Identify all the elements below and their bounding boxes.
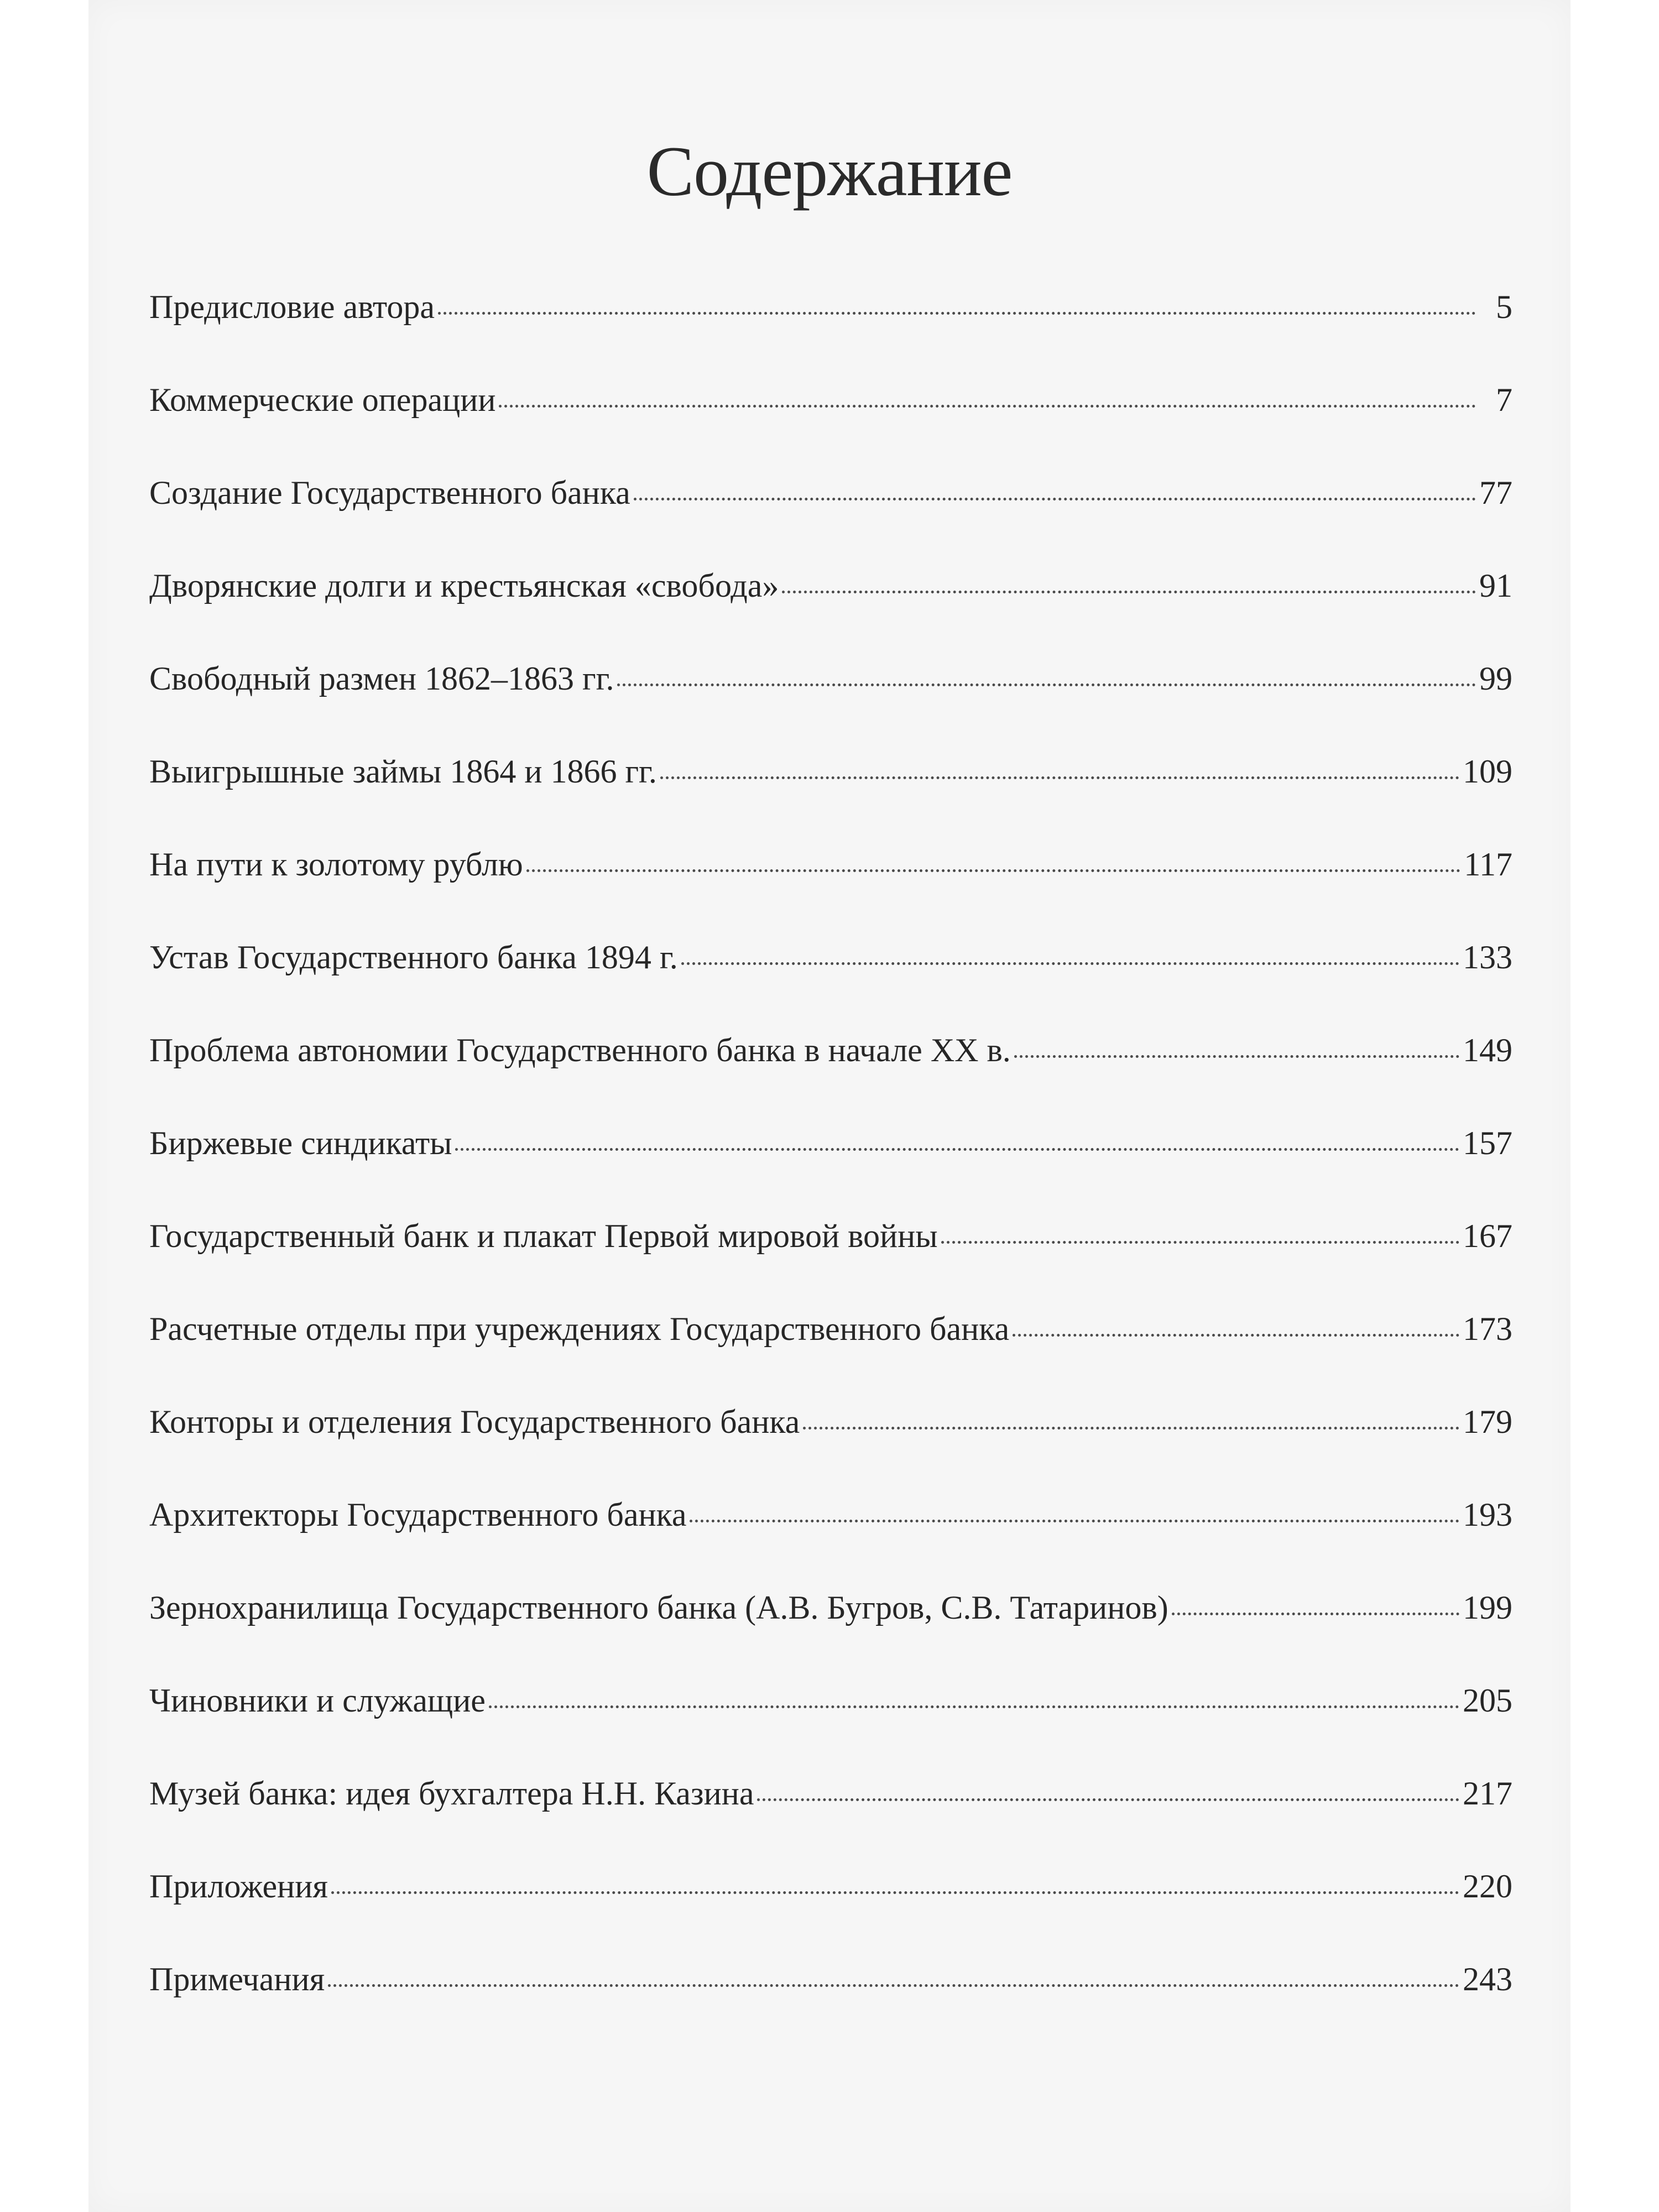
- toc-entry-title: Создание Государственного банка: [149, 474, 630, 511]
- toc-entry-title: Биржевые синдикаты: [149, 1125, 452, 1161]
- toc-entry: [149, 1394, 1512, 1487]
- dot-leader: [526, 869, 1460, 872]
- toc-entry: [149, 558, 1512, 651]
- toc-entry-title: Чиновники и служащие: [149, 1682, 486, 1719]
- toc-entry: [149, 651, 1512, 744]
- toc-entry-page-number: 117: [1464, 846, 1512, 883]
- toc-entry: [149, 465, 1512, 558]
- book-page: [88, 0, 1571, 2212]
- toc-entry: [149, 1022, 1512, 1115]
- toc-entry-page-number: 157: [1463, 1125, 1512, 1161]
- toc-entry-page-number: 205: [1463, 1682, 1512, 1719]
- toc-entry-title: Проблема автономии Государственного банка в начале XX в.: [149, 1032, 1011, 1068]
- toc-entry-page-number: 7: [1496, 382, 1512, 418]
- toc-entry-page-number: 99: [1479, 660, 1512, 697]
- toc-entry: [149, 1952, 1512, 2044]
- toc-entry-title: Выигрышные займы 1864 и 1866 гг.: [149, 753, 657, 790]
- dot-leader: [803, 1427, 1459, 1430]
- toc-entry: [149, 1208, 1512, 1301]
- toc-entry-page-number: 149: [1463, 1032, 1512, 1068]
- toc-entry-page-number: 77: [1479, 474, 1512, 511]
- toc-entry-title: Предисловие автора: [149, 289, 435, 325]
- toc-entry: [149, 279, 1512, 372]
- dot-leader: [690, 1520, 1459, 1522]
- toc-entry-page-number: 109: [1463, 753, 1512, 790]
- toc-entry-title: Устав Государственного банка 1894 г.: [149, 939, 678, 975]
- dot-leader: [455, 1148, 1459, 1151]
- toc-entry-page-number: 179: [1463, 1404, 1512, 1440]
- toc-entry: [149, 1301, 1512, 1394]
- dot-leader: [634, 498, 1476, 500]
- dot-leader: [1013, 1334, 1459, 1337]
- toc-entry-title: Примечания: [149, 1961, 325, 1997]
- toc-entry-page-number: 133: [1463, 939, 1512, 975]
- dot-leader: [1014, 1055, 1459, 1058]
- toc-entry: [149, 1673, 1512, 1766]
- dot-leader: [1172, 1613, 1459, 1615]
- toc-entry-page-number: 5: [1496, 289, 1512, 325]
- page-title: Содержание: [646, 132, 1013, 211]
- dot-leader: [941, 1241, 1459, 1244]
- toc-entry-title: Музей банка: идея бухгалтера Н.Н. Казина: [149, 1775, 754, 1812]
- toc-entry-page-number: 193: [1463, 1496, 1512, 1533]
- toc-entry-page-number: 167: [1463, 1218, 1512, 1254]
- toc-entry: [149, 1766, 1512, 1859]
- dot-leader: [617, 684, 1476, 686]
- dot-leader: [499, 405, 1476, 408]
- toc-entry-page-number: 91: [1479, 567, 1512, 604]
- toc-entry-page-number: 173: [1463, 1311, 1512, 1347]
- toc-entry: [149, 1580, 1512, 1673]
- toc-entry: [149, 1859, 1512, 1952]
- dot-leader: [660, 776, 1459, 779]
- dot-leader: [438, 312, 1476, 315]
- toc-entry-title: Дворянские долги и крестьянская «свобода»: [149, 567, 779, 604]
- toc-entry: [149, 1115, 1512, 1208]
- dot-leader: [757, 1798, 1459, 1801]
- toc-entry: [149, 1487, 1512, 1580]
- toc-entry-title: Конторы и отделения Государственного банка: [149, 1404, 800, 1440]
- toc-entry-page-number: 217: [1463, 1775, 1512, 1812]
- table-of-contents: [149, 279, 1512, 2044]
- toc-entry-title: Архитекторы Государственного банка: [149, 1496, 687, 1533]
- toc-entry-title: Зернохранилища Государственного банка (А.В. Бугров, С.В. Татаринов): [149, 1589, 1168, 1626]
- toc-entry-page-number: 199: [1463, 1589, 1512, 1626]
- toc-entry-title: Свободный размен 1862–1863 гг.: [149, 660, 614, 697]
- toc-entry-page-number: 220: [1463, 1868, 1512, 1905]
- dot-leader: [782, 591, 1476, 593]
- toc-entry: [149, 372, 1512, 465]
- toc-entry-title: На пути к золотому рублю: [149, 846, 523, 883]
- toc-entry: [149, 744, 1512, 837]
- toc-entry-title: Коммерческие операции: [149, 382, 496, 418]
- dot-leader: [489, 1705, 1459, 1708]
- toc-entry: [149, 837, 1512, 930]
- dot-leader: [681, 962, 1459, 965]
- toc-entry-title: Приложения: [149, 1868, 328, 1905]
- dot-leader: [328, 1984, 1459, 1987]
- toc-entry-title: Государственный банк и плакат Первой мировой войны: [149, 1218, 938, 1254]
- toc-entry: [149, 930, 1512, 1022]
- dot-leader: [331, 1891, 1459, 1894]
- toc-entry-page-number: 243: [1463, 1961, 1512, 1997]
- toc-entry-title: Расчетные отделы при учреждениях Государственного банка: [149, 1311, 1010, 1347]
